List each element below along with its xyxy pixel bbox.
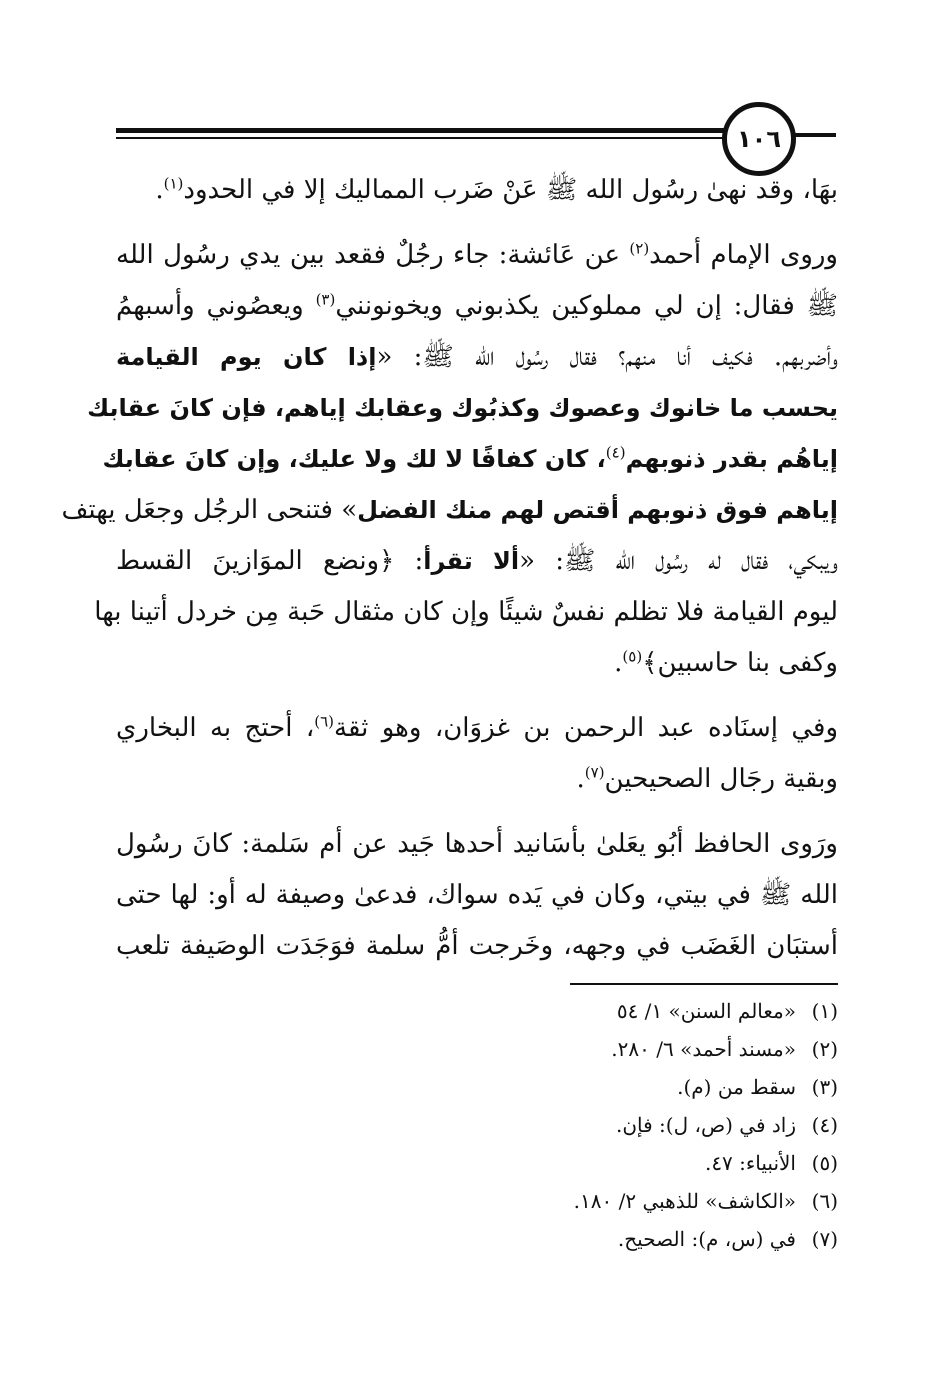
body-line: وأضربهم. فكيف أنا منهم؟ فقال رسُول الله ﷺ: «إذا كان يوم القيامة [116, 342, 838, 372]
page-number: ١٠٦ [722, 102, 796, 176]
footnote: (٧)في (س، م): الصحيح. [617, 1227, 838, 1251]
body-line: وفي إسنَاده عبد الرحمن بن غزوَان، وهو ثقة$^{(٦)}$، أحتج به البخاري [116, 712, 839, 743]
body-line: يحسب ما خانوك وعصوك وكذبُوك وعقابك إياهم، فإن كانَ عقابك [87, 394, 838, 422]
footnote-separator [570, 983, 838, 985]
body-line: إياهُم بقدر ذنوبهم$^{(٤)}$، كان كفافًا لا لك ولا عليك، وإن كانَ عقابك [102, 443, 838, 473]
main-text [61, 165, 839, 972]
body-line: ورَوى الحافظ أبُو يعَلىٰ بأسَانيد أحدها جَيد عن أم سَلمة: كانَ رسُول [116, 829, 838, 859]
body-line: ويبكي، فقال له رسُول الله ﷺ: «ألا تقرأ: ﴿ونضع الموَازينَ القسط [116, 546, 838, 576]
body-line: أستبَان الغَضَب في وجهه، وخَرجت أمُّ سلمة فوَجَدَت الوصَيفة تلعب [116, 931, 838, 961]
body-line: ﷺ فقال: إن لي مملوكين يكذبوني ويخونونني$^{(٣)}$ ويعصُوني وأسبهمُ [116, 290, 838, 321]
footnote: (٣)سقط من (م). [677, 1075, 838, 1099]
footnotes [318, 992, 838, 1258]
header-rule-thin [116, 137, 726, 139]
footnote: (٤)زاد في (ص، ل): فإن. [616, 1113, 838, 1137]
footnote: (٥)الأنبياء: ٤٧. [704, 1151, 838, 1175]
footnote: (٦)«الكاشف» للذهبي ٢/ ١٨٠. [573, 1189, 838, 1213]
body-line: وروى الإمام أحمد$^{(٢)}$ عن عَائشة: جاء رجُلٌ فقعد بين يدي رسُول الله [116, 239, 838, 270]
header-rule-thick [116, 128, 726, 133]
footnote: (٢)«مسند أحمد» ٦/ ٢٨٠. [611, 1037, 838, 1061]
body-line: ليوم القيامة فلا تظلم نفسٌ شيئًا وإن كان مثقال حَبة مِن خردل أتينا بها [94, 597, 838, 627]
body-line: بهَا، وقد نهىٰ رسُول الله ﷺ عَنْ ضَرب المماليك إلا في الحدود$^{(١)}$. [155, 174, 838, 205]
body-line: وكفى بنا حاسبين﴾$^{(٥)}$. [614, 647, 838, 678]
body-line: إياهم فوق ذنوبهم أقتص لهم منك الفضل» فتنحى الرجُل وجعَل يهتف [61, 495, 838, 525]
page-header [0, 0, 950, 170]
footnote: (١)«معالم السنن» ١/ ٥٤ [616, 999, 838, 1023]
body-line: وبقية رجَال الصحيحين$^{(٧)}$. [576, 763, 838, 794]
body-line: الله ﷺ في بيتي، وكان في يَده سواك، فدعىٰ وصيفة له أو: لها حتى [116, 880, 838, 910]
header-rule-right [792, 133, 836, 137]
